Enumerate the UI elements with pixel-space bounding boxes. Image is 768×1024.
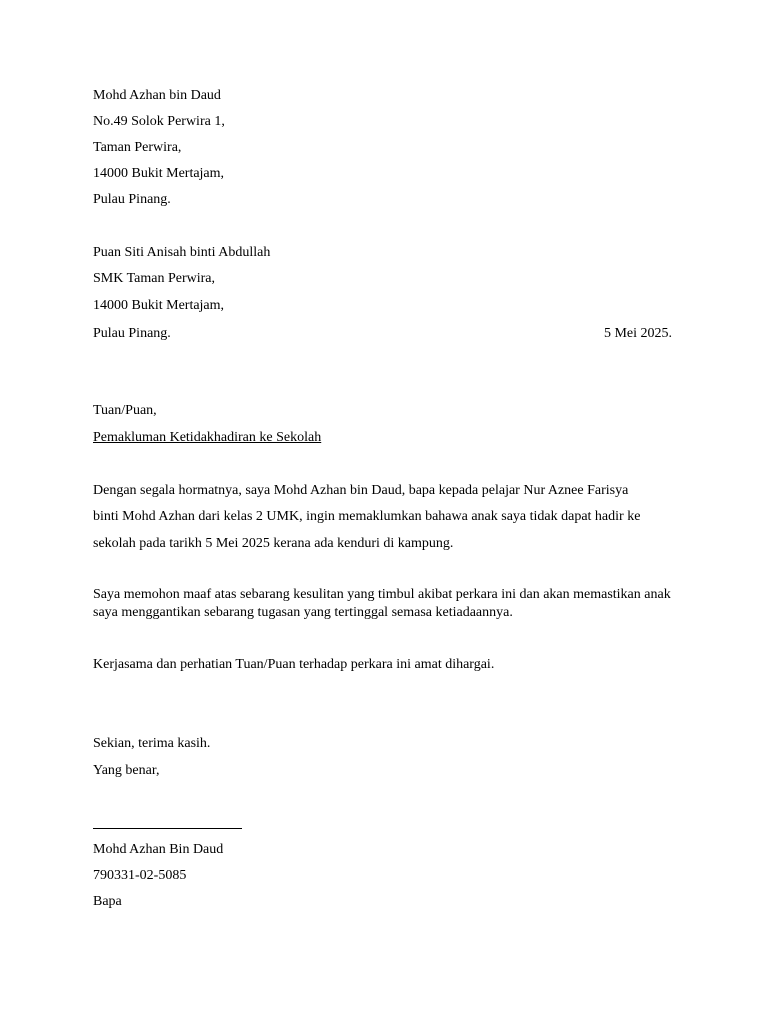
salutation: Tuan/Puan,: [93, 403, 157, 418]
letter-date: 5 Mei 2025.: [603, 326, 672, 341]
letter-subject: Pemakluman Ketidakhadiran ke Sekolah: [93, 430, 322, 445]
signature-ic-number: 790331-02-5085: [93, 868, 187, 883]
sender-address-line-2: Taman Perwira,: [93, 140, 182, 155]
sender-name: Mohd Azhan bin Daud: [93, 88, 221, 103]
sender-address-line-4: Pulau Pinang.: [93, 192, 171, 207]
recipient-address-line-2: 14000 Bukit Mertajam,: [93, 298, 225, 313]
recipient-address-line-1: SMK Taman Perwira,: [93, 271, 216, 286]
recipient-name: Puan Siti Anisah binti Abdullah: [93, 245, 271, 260]
closing-line-1: Sekian, terima kasih.: [93, 736, 211, 751]
sender-address-line-1: No.49 Solok Perwira 1,: [93, 114, 225, 129]
body-paragraph-1-line-2: binti Mohd Azhan dari kelas 2 UMK, ingin memaklumkan bahawa anak saya tidak dapat hadir ke: [93, 509, 641, 524]
body-paragraph-2-line-2: saya menggantikan sebarang tugasan yang tertinggal semasa ketiadaannya.: [93, 605, 513, 620]
body-paragraph-3: Kerjasama dan perhatian Tuan/Puan terhadap perkara ini amat dihargai.: [93, 657, 495, 672]
signature-name: Mohd Azhan Bin Daud: [93, 842, 224, 857]
body-paragraph-1-line-3: sekolah pada tarikh 5 Mei 2025 kerana ada kenduri di kampung.: [93, 536, 454, 551]
sender-address-line-3: 14000 Bukit Mertajam,: [93, 166, 225, 181]
body-paragraph-1-line-1: Dengan segala hormatnya, saya Mohd Azhan bin Daud, bapa kepada pelajar Nur Aznee Farisya: [93, 483, 629, 498]
recipient-address-line-3: Pulau Pinang.: [93, 326, 171, 341]
closing-line-2: Yang benar,: [93, 763, 160, 778]
signature-line: [93, 828, 242, 829]
signature-role: Bapa: [93, 894, 122, 909]
body-paragraph-2-line-1: Saya memohon maaf atas sebarang kesulitan yang timbul akibat perkara ini dan akan memastikan anak: [93, 587, 671, 602]
